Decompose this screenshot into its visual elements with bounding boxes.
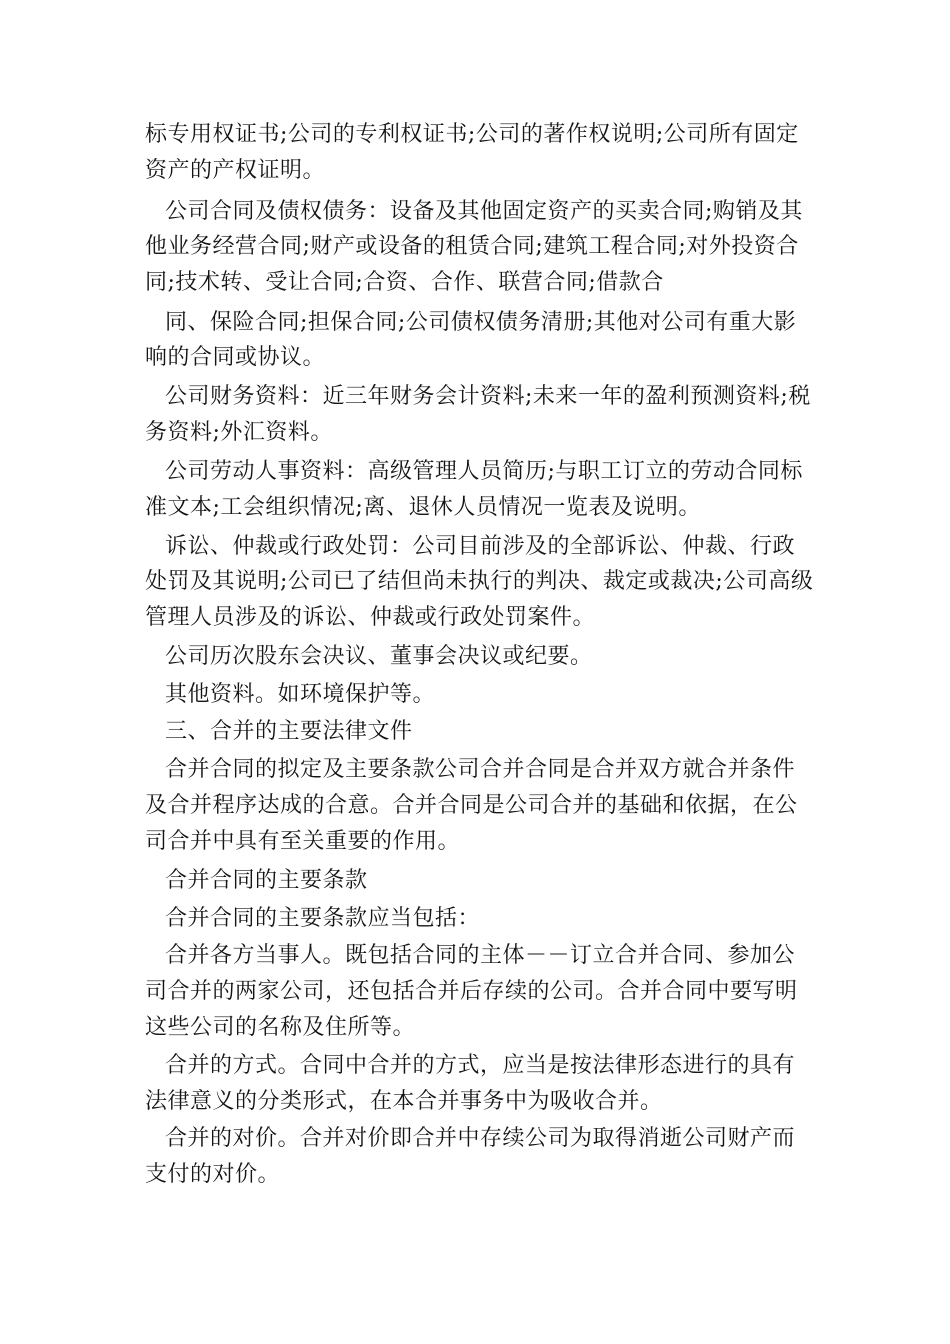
text-line: 同;技术转、受让合同;合资、合作、联营合同;借款合 bbox=[145, 270, 664, 295]
text-line: 合并的方式。合同中合并的方式，应当是按法律形态进行的具有 bbox=[165, 1053, 796, 1078]
text-line: 法律意义的分类形式，在本合并事务中为吸收合并。 bbox=[145, 1089, 663, 1114]
text-line: 公司财务资料：近三年财务会计资料;未来一年的盈利预测资料;税 bbox=[165, 384, 811, 409]
text-line: 标专用权证书;公司的专利权证书;公司的著作权说明;公司所有固定 bbox=[145, 122, 799, 147]
text-line: 公司历次股东会决议、董事会决议或纪要。 bbox=[165, 644, 593, 669]
text-line: 合并合同的拟定及主要条款公司合并合同是合并双方就合并条件 bbox=[165, 757, 796, 782]
text-line: 合并各方当事人。既包括合同的主体－－订立合并合同、参加公 bbox=[165, 943, 796, 968]
text-line: 支付的对价。 bbox=[145, 1162, 281, 1187]
text-line: 合并合同的主要条款 bbox=[165, 868, 368, 893]
text-line: 及合并程序达成的合意。合并合同是公司合并的基础和依据，在公 bbox=[145, 793, 798, 818]
text-line: 他业务经营合同;财产或设备的租赁合同;建筑工程合同;对外投资合 bbox=[145, 234, 799, 259]
text-line: 司合并中具有至关重要的作用。 bbox=[145, 829, 461, 854]
text-line: 务资料;外汇资料。 bbox=[145, 420, 333, 445]
text-line: 诉讼、仲裁或行政处罚：公司目前涉及的全部诉讼、仲裁、行政 bbox=[165, 534, 796, 559]
text-line: 合并合同的主要条款应当包括： bbox=[165, 906, 481, 931]
text-line: 公司合同及债权债务：设备及其他固定资产的买卖合同;购销及其 bbox=[165, 199, 803, 224]
text-line: 资产的产权证明。 bbox=[145, 158, 326, 183]
text-line: 其他资料。如环境保护等。 bbox=[165, 682, 436, 707]
text-line: 司合并的两家公司，还包括合并后存续的公司。合并合同中要写明 bbox=[145, 979, 798, 1004]
text-line: 响的合同或协议。 bbox=[145, 345, 326, 370]
section-heading: 三、合并的主要法律文件 bbox=[165, 719, 413, 744]
text-line: 同、保险合同;担保合同;公司债权债务清册;其他对公司有重大影 bbox=[165, 310, 797, 335]
text-line: 准文本;工会组织情况;离、退休人员情况一览表及说明。 bbox=[145, 495, 701, 520]
text-line: 这些公司的名称及住所等。 bbox=[145, 1015, 416, 1040]
text-line: 合并的对价。合并对价即合并中存续公司为取得消逝公司财产而 bbox=[165, 1126, 796, 1151]
text-line: 公司劳动人事资料：高级管理人员简历;与职工订立的劳动合同标 bbox=[165, 459, 803, 484]
text-line: 处罚及其说明;公司已了结但尚未执行的判决、裁定或裁决;公司高级 bbox=[145, 569, 814, 594]
text-line: 管理人员涉及的诉讼、仲裁或行政处罚案件。 bbox=[145, 605, 596, 630]
